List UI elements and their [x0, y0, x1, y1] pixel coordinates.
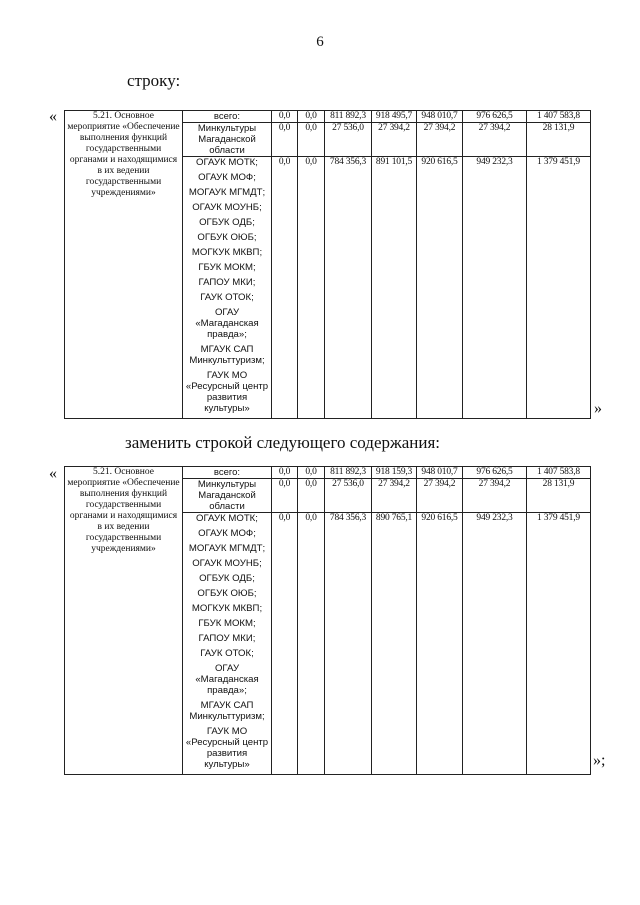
value-cell: 0,0: [298, 479, 325, 513]
value-cell: 949 232,3: [463, 513, 527, 775]
executor-cell: Минкультуры Магаданской области: [183, 479, 272, 513]
value-cell: 27 394,2: [417, 123, 463, 157]
intro-text: строку:: [127, 71, 181, 90]
executor-item: ГАУК ОТОК;: [200, 648, 254, 659]
value-cell: 811 892,3: [325, 467, 372, 479]
value-cell: 949 232,3: [463, 157, 527, 419]
value-cell: 27 394,2: [463, 123, 527, 157]
value-cell: 0,0: [298, 467, 325, 479]
executor-item: ОГАУ «Магаданская правда»;: [195, 663, 259, 696]
executor-item: ОГБУК ОЮБ;: [197, 232, 257, 243]
executor-item: ГАПОУ МКИ;: [198, 277, 256, 288]
executor-item: МГАУК САП Минкульттуризм;: [189, 700, 265, 722]
closing-quote-2: »;: [593, 752, 606, 769]
value-cell: 0,0: [272, 123, 298, 157]
value-cell: 28 131,9: [527, 479, 591, 513]
value-cell: 920 616,5: [417, 513, 463, 775]
executor-cell: всего:: [183, 467, 272, 479]
executor-item: ОГАУК МОФ;: [198, 172, 256, 183]
executor-item: МГАУК САП Минкульттуризм;: [189, 344, 265, 366]
value-cell: 1 407 583,8: [527, 111, 591, 123]
executor-cell: Минкультуры Магаданской области: [183, 123, 272, 157]
value-cell: 784 356,3: [325, 513, 372, 775]
value-cell: 1 407 583,8: [527, 467, 591, 479]
executor-item: ОГБУК ОЮБ;: [197, 588, 257, 599]
value-cell: 27 536,0: [325, 479, 372, 513]
executor-item: ОГАУК МОУНБ;: [192, 558, 262, 569]
executor-item: ОГАУК МОТК;: [196, 513, 258, 524]
executor-list-cell: [183, 157, 272, 419]
executor-item: ГАУК ОТОК;: [200, 292, 254, 303]
value-cell: 890 765,1: [372, 513, 417, 775]
executor-item: ОГАУК МОФ;: [198, 528, 256, 539]
program-table-new: [64, 466, 591, 775]
value-cell: 0,0: [272, 467, 298, 479]
executor-item: МОГАУК МГМДТ;: [188, 187, 266, 198]
page-number: 6: [316, 34, 324, 50]
executor-item: МОГАУК МГМДТ;: [188, 543, 266, 554]
executor-item: МОГКУК МКВП;: [191, 247, 263, 258]
value-cell: 28 131,9: [527, 123, 591, 157]
executor-item: ОГБУК ОДБ;: [199, 573, 255, 584]
value-cell: 948 010,7: [417, 467, 463, 479]
value-cell: 0,0: [272, 111, 298, 123]
value-cell: 0,0: [298, 123, 325, 157]
executor-item: ОГАУК МОТК;: [196, 157, 258, 168]
value-cell: 27 536,0: [325, 123, 372, 157]
replace-text: заменить строкой следующего содержания:: [125, 433, 441, 452]
value-cell: 0,0: [272, 157, 298, 419]
table-row: [65, 111, 591, 123]
value-cell: 0,0: [272, 479, 298, 513]
executor-item: ОГБУК ОДБ;: [199, 217, 255, 228]
value-cell: 918 159,3: [372, 467, 417, 479]
value-cell: 948 010,7: [417, 111, 463, 123]
value-cell: 918 495,7: [372, 111, 417, 123]
value-cell: 0,0: [298, 111, 325, 123]
executor-list-cell: [183, 513, 272, 775]
executor-item: ГБУК МОКМ;: [198, 618, 256, 629]
value-cell: 27 394,2: [372, 479, 417, 513]
executor-cell: всего:: [183, 111, 272, 123]
value-cell: 976 626,5: [463, 111, 527, 123]
executor-item: ОГАУ «Магаданская правда»;: [195, 307, 259, 340]
value-cell: 920 616,5: [417, 157, 463, 419]
table-row: [65, 467, 591, 479]
value-cell: 1 379 451,9: [527, 157, 591, 419]
value-cell: 891 101,5: [372, 157, 417, 419]
executor-item: ГБУК МОКМ;: [198, 262, 256, 273]
value-cell: 976 626,5: [463, 467, 527, 479]
executor-item: ГАУК МО «Ресурсный центр развития культуры»: [185, 726, 269, 770]
opening-quote-1: «: [49, 108, 57, 125]
value-cell: 27 394,2: [417, 479, 463, 513]
value-cell: 27 394,2: [372, 123, 417, 157]
closing-quote-1: »: [594, 400, 602, 417]
value-cell: 784 356,3: [325, 157, 372, 419]
value-cell: 0,0: [298, 157, 325, 419]
executor-item: ОГАУК МОУНБ;: [192, 202, 262, 213]
executor-item: ГАУК МО «Ресурсный центр развития культуры»: [185, 370, 269, 414]
measure-cell: 5.21. Основное мероприятие «Обеспечение выполнения функций государственными органами и находящимися в их ведении государственными учреждениями»: [65, 467, 183, 775]
value-cell: 1 379 451,9: [527, 513, 591, 775]
executor-item: МОГКУК МКВП;: [191, 603, 263, 614]
program-table-old: [64, 110, 591, 419]
value-cell: 0,0: [272, 513, 298, 775]
opening-quote-2: «: [49, 465, 57, 482]
measure-cell: 5.21. Основное мероприятие «Обеспечение выполнения функций государственными органами и находящимися в их ведении государственными учреждениями»: [65, 111, 183, 419]
value-cell: 811 892,3: [325, 111, 372, 123]
value-cell: 27 394,2: [463, 479, 527, 513]
value-cell: 0,0: [298, 513, 325, 775]
executor-item: ГАПОУ МКИ;: [198, 633, 256, 644]
